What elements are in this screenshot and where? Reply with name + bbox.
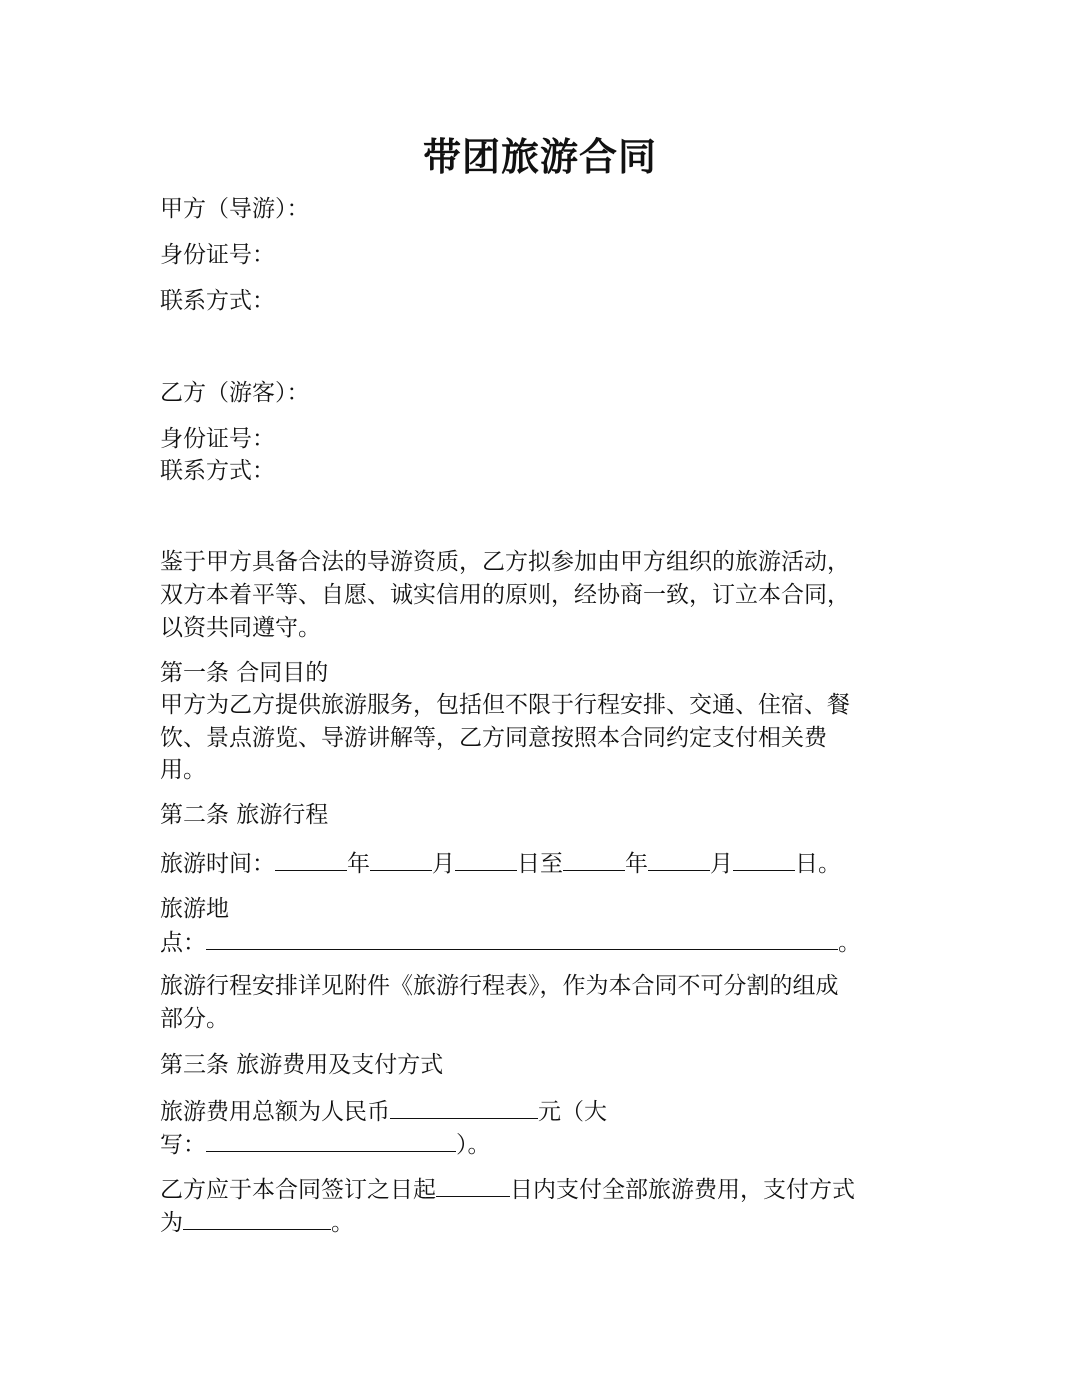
party-b-contact-label: 联系方式： [160, 458, 275, 484]
place-label: 点： [160, 930, 206, 956]
article1-line: 用。 [160, 757, 206, 783]
party-b-label: 乙方（游客）： [160, 380, 310, 406]
payment-method-label: 为 [160, 1210, 183, 1236]
preamble-line: 鉴于甲方具备合法的导游资质，乙方拟参加由甲方组织的旅游活动， [160, 549, 850, 575]
article1-heading: 第一条 合同目的 [160, 660, 329, 686]
article2-heading: 第二条 旅游行程 [160, 802, 329, 828]
schedule-line: 部分。 [160, 1006, 229, 1032]
blank-fee-amount[interactable] [390, 1095, 538, 1119]
party-b-id-label: 身份证号： [160, 426, 275, 452]
fee-capital-label: 写： [160, 1132, 206, 1158]
preamble-line: 双方本着平等、自愿、诚实信用的原则，经协商一致，订立本合同， [160, 582, 850, 608]
payment-method-line [160, 1206, 354, 1239]
contract-title: 带团旅游合同 [422, 135, 657, 179]
party-a-contact-label: 联系方式： [160, 288, 275, 314]
party-a-id-label: 身份证号： [160, 242, 275, 268]
payment-line [160, 1173, 855, 1206]
blank-end-month[interactable] [648, 847, 710, 871]
blank-start-year[interactable] [275, 847, 347, 871]
travel-place-label: 旅游地 [160, 896, 229, 922]
travel-time-line [160, 847, 841, 880]
month-label: 月 [432, 851, 455, 877]
day-end-label: 日。 [795, 851, 841, 877]
blank-fee-capital[interactable] [206, 1128, 456, 1152]
travel-time-label: 旅游时间： [160, 851, 275, 877]
blank-travel-place[interactable] [206, 926, 838, 950]
article1-line: 甲方为乙方提供旅游服务，包括但不限于行程安排、交通、住宿、餐 [160, 692, 850, 718]
fee-capital-line [160, 1128, 491, 1161]
blank-end-day[interactable] [733, 847, 795, 871]
fee-unit: 元（大 [538, 1099, 607, 1125]
preamble-line: 以资共同遵守。 [160, 615, 321, 641]
travel-place-line [160, 926, 861, 959]
day-to-label: 日至 [517, 851, 563, 877]
period: 。 [838, 930, 861, 956]
payment-text: 日内支付全部旅游费用，支付方式 [510, 1177, 855, 1203]
month-label: 月 [710, 851, 733, 877]
fee-close: ）。 [456, 1132, 491, 1158]
schedule-line: 旅游行程安排详见附件《旅游行程表》，作为本合同不可分割的组成 [160, 973, 839, 999]
blank-start-day[interactable] [455, 847, 517, 871]
article1-line: 饮、景点游览、导游讲解等，乙方同意按照本合同约定支付相关费 [160, 725, 827, 751]
blank-payment-days[interactable] [436, 1173, 510, 1197]
blank-start-month[interactable] [370, 847, 432, 871]
payment-text: 乙方应于本合同签订之日起 [160, 1177, 436, 1203]
year-label: 年 [347, 851, 370, 877]
article3-heading: 第三条 旅游费用及支付方式 [160, 1052, 444, 1078]
fee-label: 旅游费用总额为人民币 [160, 1099, 390, 1125]
blank-payment-method[interactable] [183, 1206, 331, 1230]
period: 。 [331, 1210, 354, 1236]
fee-line [160, 1095, 607, 1128]
year-label: 年 [625, 851, 648, 877]
party-a-label: 甲方（导游）： [160, 196, 310, 222]
blank-end-year[interactable] [563, 847, 625, 871]
